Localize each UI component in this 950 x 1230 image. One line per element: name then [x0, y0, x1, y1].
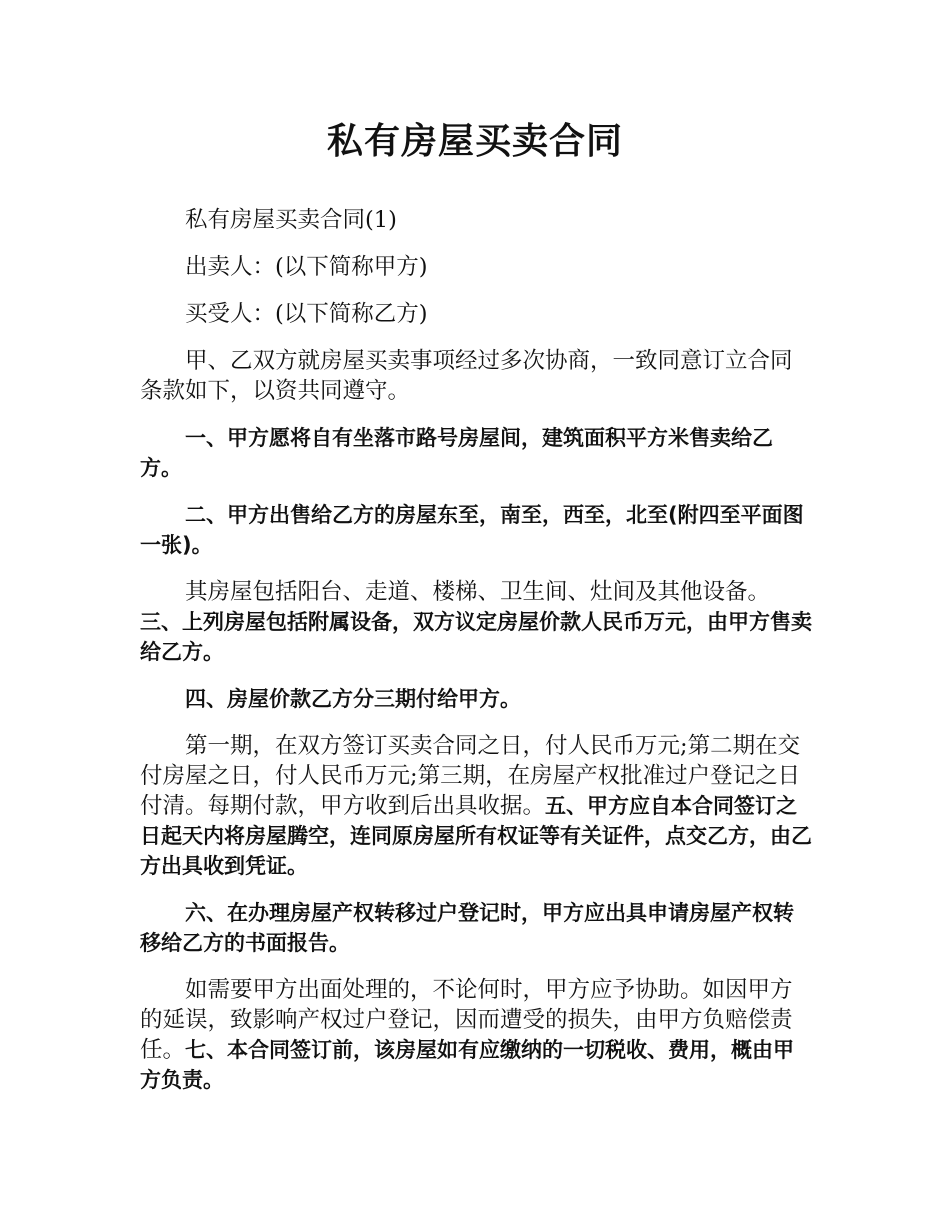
document-body	[140, 205, 812, 1112]
cooperation-text: 如需要甲方出面处理的，不论何时，甲方应予协助。如因甲方的延误，致影响产权过户登记，因而遭受的损失，由甲方负赔偿责任。	[140, 977, 793, 1063]
paragraph-facilities: 其房屋包括阳台、走道、楼梯、卫生间、灶间及其他设备。	[185, 579, 771, 605]
clause-3: 三、上列房屋包括附属设备，双方议定房屋价款人民币万元，由甲方售卖给乙方。	[140, 610, 812, 664]
paragraph-preamble: 甲、乙双方就房屋买卖事项经过多次协商，一致同意订立合同条款如下，以资共同遵守。	[140, 348, 793, 404]
paragraph-subtitle: 私有房屋买卖合同(1)	[185, 207, 397, 233]
paragraph-cooperation	[140, 975, 812, 1095]
clause-6: 六、在办理房屋产权转移过户登记时，甲方应出具申请房屋产权转移给乙方的书面报告。	[140, 901, 794, 955]
clause-2: 二、甲方出售给乙方的房屋东至，南至，西至，北至(附四至平面图一张)。	[140, 503, 804, 557]
clause-7: 七、本合同签订前，该房屋如有应缴纳的一切税收、费用，概由甲方负责。	[140, 1038, 795, 1092]
clause-4: 四、房屋价款乙方分三期付给甲方。	[185, 687, 521, 711]
payment-schedule-text: 第一期，在双方签订买卖合同之日，付人民币万元;第二期在交付房屋之日，付人民币万元;第三期，在房屋产权批准过户登记之日付清。每期付款，甲方收到后出具收据。	[140, 733, 801, 819]
document-title: 私有房屋买卖合同	[326, 121, 623, 162]
clause-5: 五、甲方应自本合同签订之日起天内将房屋腾空，连同原房屋所有权证等有关证件，点交乙方，由乙方出具收到凭证。	[140, 794, 812, 878]
paragraph-seller: 出卖人：(以下简称甲方)	[185, 254, 428, 280]
clause-1: 一、甲方愿将自有坐落市路号房屋间，建筑面积平方米售卖给乙方。	[140, 426, 773, 480]
paragraph-buyer: 买受人：(以下简称乙方)	[185, 301, 428, 327]
paragraph-payment-schedule	[140, 731, 812, 881]
